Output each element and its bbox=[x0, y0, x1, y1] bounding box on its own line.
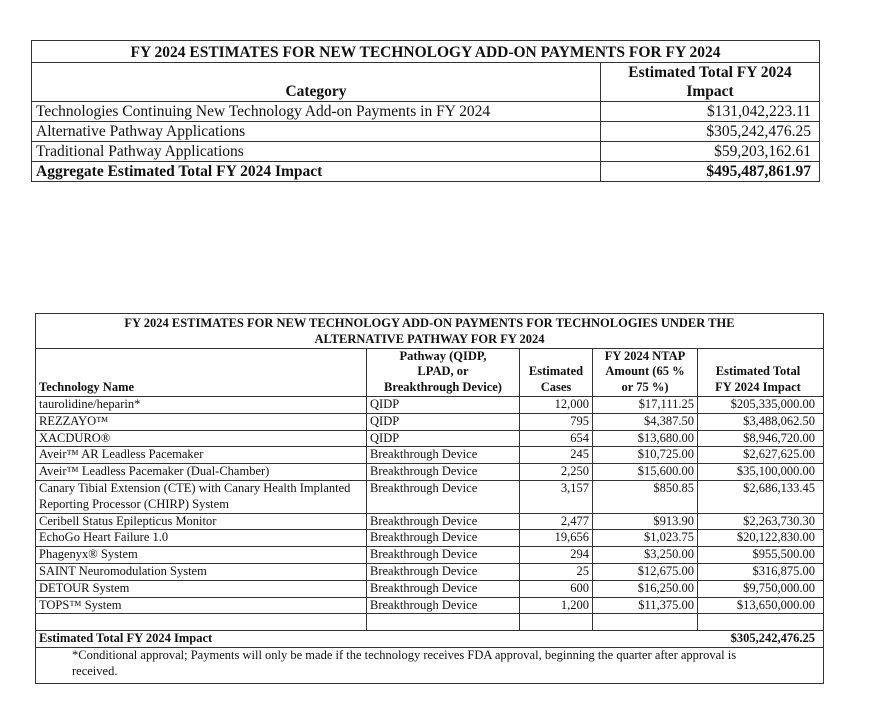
alternative-table-title bbox=[36, 314, 824, 349]
category-header: Category bbox=[32, 82, 601, 102]
alternative-table-title-line1: FY 2024 ESTIMATES FOR NEW TECHNOLOGY ADD-ON PAYMENTS FOR TECHNOLOGIES UNDER THE bbox=[124, 316, 735, 330]
table-row bbox=[36, 480, 824, 513]
cases-header bbox=[520, 348, 593, 396]
ntap-amount: $11,375.00 bbox=[593, 597, 698, 614]
ntap-amount: $17,111.25 bbox=[593, 396, 698, 413]
pathway: Breakthrough Device bbox=[367, 513, 520, 530]
fy2024-summary-table bbox=[31, 40, 820, 182]
table-row bbox=[36, 413, 824, 430]
pathway: Breakthrough Device bbox=[367, 547, 520, 564]
pathway-header-line2: LPAD, or bbox=[417, 364, 469, 379]
technology-name: Phagenyx® System bbox=[36, 547, 367, 564]
estimated-cases: 795 bbox=[520, 413, 593, 430]
total-header-line2: FY 2024 Impact bbox=[715, 380, 801, 395]
estimated-total: $2,263,730.30 bbox=[698, 513, 824, 530]
estimated-total: $316,875.00 bbox=[698, 563, 824, 580]
pathway: Breakthrough Device bbox=[367, 447, 520, 464]
pathway-header-line1: Pathway (QIDP, bbox=[399, 348, 487, 363]
ntap-amount: $4,387.50 bbox=[593, 413, 698, 430]
estimated-total: $20,122,830.00 bbox=[698, 530, 824, 547]
estimated-cases: 2,477 bbox=[520, 513, 593, 530]
estimated-cases: 294 bbox=[520, 547, 593, 564]
ntap-amount: $1,023.75 bbox=[593, 530, 698, 547]
ntap-header-line3: or 75 %) bbox=[621, 380, 669, 395]
impact-cell: $59,203,162.61 bbox=[601, 142, 820, 162]
estimated-total-label: Estimated Total FY 2024 Impact bbox=[36, 631, 698, 648]
table-row bbox=[36, 563, 824, 580]
category-cell: Traditional Pathway Applications bbox=[32, 142, 601, 162]
pathway: QIDP bbox=[367, 413, 520, 430]
estimated-cases: 3,157 bbox=[520, 480, 593, 513]
estimated-cases: 1,200 bbox=[520, 597, 593, 614]
ntap-amount: $16,250.00 bbox=[593, 580, 698, 597]
technology-name: DETOUR System bbox=[36, 580, 367, 597]
table-row bbox=[32, 122, 820, 142]
cases-header-line1: Estimated bbox=[528, 364, 584, 379]
estimated-cases: 654 bbox=[520, 430, 593, 447]
estimated-cases: 2,250 bbox=[520, 464, 593, 481]
category-cell: Technologies Continuing New Technology Add-on Payments in FY 2024 bbox=[32, 102, 601, 122]
estimated-cases: 245 bbox=[520, 447, 593, 464]
estimated-total: $9,750,000.00 bbox=[698, 580, 824, 597]
ntap-header-line1: FY 2024 NTAP bbox=[604, 348, 686, 363]
aggregate-total-label: Aggregate Estimated Total FY 2024 Impact bbox=[32, 162, 601, 182]
technology-name: taurolidine/heparin* bbox=[36, 396, 367, 413]
ntap-amount: $10,725.00 bbox=[593, 447, 698, 464]
estimated-total: $35,100,000.00 bbox=[698, 464, 824, 481]
pathway: Breakthrough Device bbox=[367, 530, 520, 547]
technology-name: SAINT Neuromodulation System bbox=[36, 563, 367, 580]
table-row bbox=[36, 513, 824, 530]
technology-name: TOPS™ System bbox=[36, 597, 367, 614]
ntap-amount: $13,680.00 bbox=[593, 430, 698, 447]
pathway: Breakthrough Device bbox=[367, 597, 520, 614]
technology-name: EchoGo Heart Failure 1.0 bbox=[36, 530, 367, 547]
estimated-total: $205,335,000.00 bbox=[698, 396, 824, 413]
ntap-amount: $3,250.00 bbox=[593, 547, 698, 564]
estimated-total-row bbox=[36, 631, 824, 648]
estimated-total: $3,488,062.50 bbox=[698, 413, 824, 430]
estimated-total: $2,627,625.00 bbox=[698, 447, 824, 464]
technology-name: Aveir™ Leadless Pacemaker (Dual-Chamber) bbox=[36, 464, 367, 481]
table-row bbox=[36, 447, 824, 464]
table-row bbox=[36, 580, 824, 597]
technology-name-header: Technology Name bbox=[36, 348, 367, 396]
pathway: Breakthrough Device bbox=[367, 480, 520, 513]
estimated-cases: 25 bbox=[520, 563, 593, 580]
alternative-table-header-row bbox=[36, 348, 824, 396]
table-row bbox=[32, 102, 820, 122]
pathway: Breakthrough Device bbox=[367, 580, 520, 597]
estimated-total-header bbox=[698, 348, 824, 396]
estimated-cases: 19,656 bbox=[520, 530, 593, 547]
alternative-pathway-table bbox=[35, 313, 824, 684]
estimated-total: $955,500.00 bbox=[698, 547, 824, 564]
table-row bbox=[36, 396, 824, 413]
estimated-cases: 12,000 bbox=[520, 396, 593, 413]
category-cell: Alternative Pathway Applications bbox=[32, 122, 601, 142]
technology-name: REZZAYO™ bbox=[36, 413, 367, 430]
ntap-amount: $15,600.00 bbox=[593, 464, 698, 481]
ntap-amount: $850.85 bbox=[593, 480, 698, 513]
technology-name: Ceribell Status Epilepticus Monitor bbox=[36, 513, 367, 530]
technology-name: XACDURO® bbox=[36, 430, 367, 447]
table-row bbox=[36, 547, 824, 564]
table-row bbox=[36, 597, 824, 614]
total-header-line1: Estimated Total bbox=[715, 364, 801, 379]
aggregate-total-value: $495,487,861.97 bbox=[706, 163, 811, 180]
impact-header-line1: Estimated Total FY 2024 bbox=[628, 64, 792, 81]
pathway-header-line3: Breakthrough Device) bbox=[384, 380, 502, 395]
estimated-total: $13,650,000.00 bbox=[698, 597, 824, 614]
impact-header-line2: Impact bbox=[601, 82, 820, 102]
impact-cell: $131,042,223.11 bbox=[601, 102, 820, 122]
technology-name: Canary Tibial Extension (CTE) with Canary Health Implanted Reporting Processor (CHIRP) System bbox=[36, 480, 367, 513]
estimated-total-value: $305,242,476.25 bbox=[698, 631, 824, 648]
pathway: QIDP bbox=[367, 396, 520, 413]
estimated-cases: 600 bbox=[520, 580, 593, 597]
conditional-approval-footnote: *Conditional approval; Payments will only be made if the technology receives FDA approval, beginning the quarter after approval is received. bbox=[72, 648, 737, 678]
cases-header-line2: Cases bbox=[540, 380, 572, 395]
estimated-total: $8,946,720.00 bbox=[698, 430, 824, 447]
table-row bbox=[36, 530, 824, 547]
alternative-table-title-line2: ALTERNATIVE PATHWAY FOR FY 2024 bbox=[314, 331, 545, 346]
technology-name: Aveir™ AR Leadless Pacemaker bbox=[36, 447, 367, 464]
ntap-amount: $913.90 bbox=[593, 513, 698, 530]
table-row bbox=[36, 464, 824, 481]
estimated-total: $2,686,133.45 bbox=[698, 480, 824, 513]
pathway: QIDP bbox=[367, 430, 520, 447]
summary-table-title: FY 2024 ESTIMATES FOR NEW TECHNOLOGY ADD-ON PAYMENTS FOR FY 2024 bbox=[32, 41, 820, 63]
spacer-row bbox=[36, 614, 824, 631]
ntap-header-line2: Amount (65 % bbox=[605, 364, 685, 379]
pathway: Breakthrough Device bbox=[367, 563, 520, 580]
ntap-amount-header bbox=[593, 348, 698, 396]
pathway: Breakthrough Device bbox=[367, 464, 520, 481]
table-row bbox=[36, 430, 824, 447]
table-row bbox=[32, 142, 820, 162]
pathway-header bbox=[367, 348, 520, 396]
impact-cell: $305,242,476.25 bbox=[601, 122, 820, 142]
ntap-amount: $12,675.00 bbox=[593, 563, 698, 580]
aggregate-total-row bbox=[32, 162, 820, 182]
